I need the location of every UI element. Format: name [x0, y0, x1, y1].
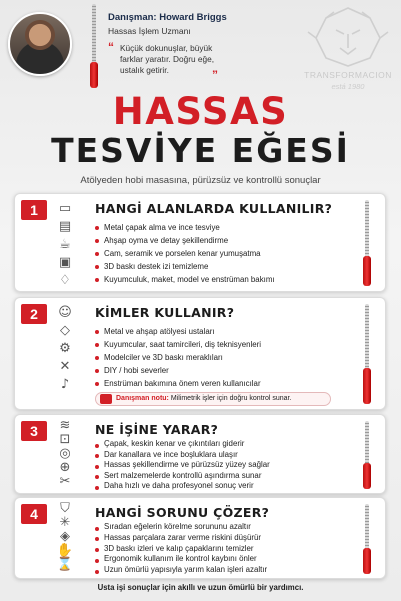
section-title: NE İŞİNE YARAR?: [95, 422, 219, 437]
list-item: Metal çapak alma ve ince tesviye: [95, 221, 345, 234]
section-icons: [53, 304, 77, 394]
section-where-used: [14, 193, 386, 292]
crosshair-icon: ⊕: [59, 460, 71, 475]
hourglass-icon: ⌛: [56, 557, 74, 572]
list-item: Daha hızlı ve daha profesyonel sonuç verir: [95, 481, 345, 492]
expert-avatar: [8, 12, 72, 76]
section-list: [95, 325, 345, 390]
list-item: Sıradan eğelerin körelme sorununu azaltır: [95, 522, 345, 533]
file-tool-image: [363, 304, 371, 406]
list-item: Uzun ömürlü yapısıyla yarım kalan işleri azaltır: [95, 565, 345, 576]
edge-icon: ⊡: [59, 432, 71, 447]
lion-logo-icon: [296, 4, 400, 70]
section-number: 2: [21, 304, 47, 324]
header: [0, 0, 401, 92]
jewelry-icon: ♢: [59, 273, 71, 288]
section-list: [95, 522, 345, 576]
list-item: Kuyumcular, saat tamircileri, diş teknisyenleri: [95, 338, 345, 351]
section-title: KİMLER KULLANIR?: [95, 305, 235, 320]
expert-name: Danışman: Howard Briggs: [108, 12, 227, 23]
section-icons: [53, 502, 77, 572]
spark-icon: ✳: [59, 515, 71, 530]
section-icons: [53, 419, 77, 489]
section-what-for: [14, 414, 386, 494]
chat-bubble-icon: [100, 394, 112, 404]
file-tool-image: [363, 200, 371, 288]
mug-icon: ☕: [59, 237, 71, 252]
shield-icon: ⛉: [60, 501, 70, 516]
list-item: Cam, seramik ve porselen kenar yumuşatma: [95, 247, 345, 260]
gear-icon: ⚙: [59, 341, 71, 356]
brand-established: está 1980: [331, 82, 365, 91]
section-list: [95, 439, 345, 492]
list-item: 3D baskı destek izi temizleme: [95, 260, 345, 273]
list-item: Enstrüman bakımına önem veren kullanıcılar: [95, 377, 345, 390]
worker-icon: ☺: [58, 305, 72, 320]
list-item: Dar kanallara ve ince boşluklara ulaşır: [95, 450, 345, 461]
list-item: Sert malzemelerde kontrollü aşındırma sunar: [95, 471, 345, 482]
list-item: Metal ve ahşap atölyesi ustaları: [95, 325, 345, 338]
title-line-2: TESVİYE EĞESİ: [51, 131, 350, 170]
brand-logo: [296, 4, 400, 94]
brand-name: TRANSFORMACION: [304, 70, 392, 80]
list-item: Hassas parçalara zarar verme riskini düşürür: [95, 533, 345, 544]
file-tool-image: [90, 4, 98, 88]
tools-icon: ✕: [59, 359, 71, 374]
list-item: 3D baskı izleri ve kalıp çapaklarını temizler: [95, 544, 345, 555]
file-tool-image: [363, 504, 371, 576]
quote-close-mark: ”: [212, 68, 218, 82]
printer-3d-icon: ▣: [58, 255, 72, 270]
list-item: Kuyumculuk, maket, model ve enstrüman bakımı: [95, 273, 345, 286]
diamond-icon: ◇: [60, 323, 70, 338]
title-line-1: HASSAS: [112, 90, 289, 133]
list-item: Ergonomik kullanım ile kontrol kaybını önler: [95, 554, 345, 565]
section-title: HANGİ ALANLARDA KULLANILIR?: [95, 201, 333, 216]
advisor-note: [95, 392, 331, 406]
list-item: Ahşap oyma ve detay şekillendirme: [95, 234, 345, 247]
section-list: [95, 221, 345, 286]
section-what-solves: [14, 497, 386, 579]
hand-icon: ✋: [56, 543, 74, 558]
section-number: 1: [21, 200, 47, 220]
file-tool-image: [363, 421, 371, 491]
metal-beam-icon: ▭: [58, 201, 72, 216]
smooth-surface-icon: ≋: [59, 418, 71, 433]
quote-open-mark: “: [108, 40, 114, 54]
list-item: Modelciler ve 3D baskı meraklıları: [95, 351, 345, 364]
target-icon: ◎: [59, 446, 71, 461]
cube-icon: ◈: [60, 529, 70, 544]
section-title: HANGİ SORUNU ÇÖZER?: [95, 505, 270, 520]
wood-icon: ▤: [58, 219, 72, 234]
subtitle: Atölyeden hobi masasına, pürüzsüz ve kontrollü sonuçlar: [80, 175, 321, 186]
list-item: Çapak, keskin kenar ve çıkıntıları giderir: [95, 439, 345, 450]
section-number: 4: [21, 504, 47, 524]
footer-tagline: Usta işi sonuçlar için akıllı ve uzun ömürlü bir yardımcı.: [97, 583, 304, 592]
list-item: DIY / hobi severler: [95, 364, 345, 377]
note-text: Milimetrik işler için doğru kontrol sunar.: [170, 395, 292, 402]
cutter-icon: ✂: [59, 474, 71, 489]
section-who-uses: [14, 297, 386, 410]
list-item: Hassas şekillendirme ve pürüzsüz yüzey sağlar: [95, 460, 345, 471]
note-label: Danışman notu:: [116, 395, 169, 402]
section-number: 3: [21, 421, 47, 441]
expert-quote: Küçük dokunuşlar, büyük farklar yaratır. Doğru eğe, ustalık getirir.: [120, 43, 215, 75]
expert-role: Hassas İşlem Uzmanı: [108, 26, 191, 36]
guitar-icon: ♪: [60, 377, 70, 392]
section-icons: [53, 200, 77, 290]
